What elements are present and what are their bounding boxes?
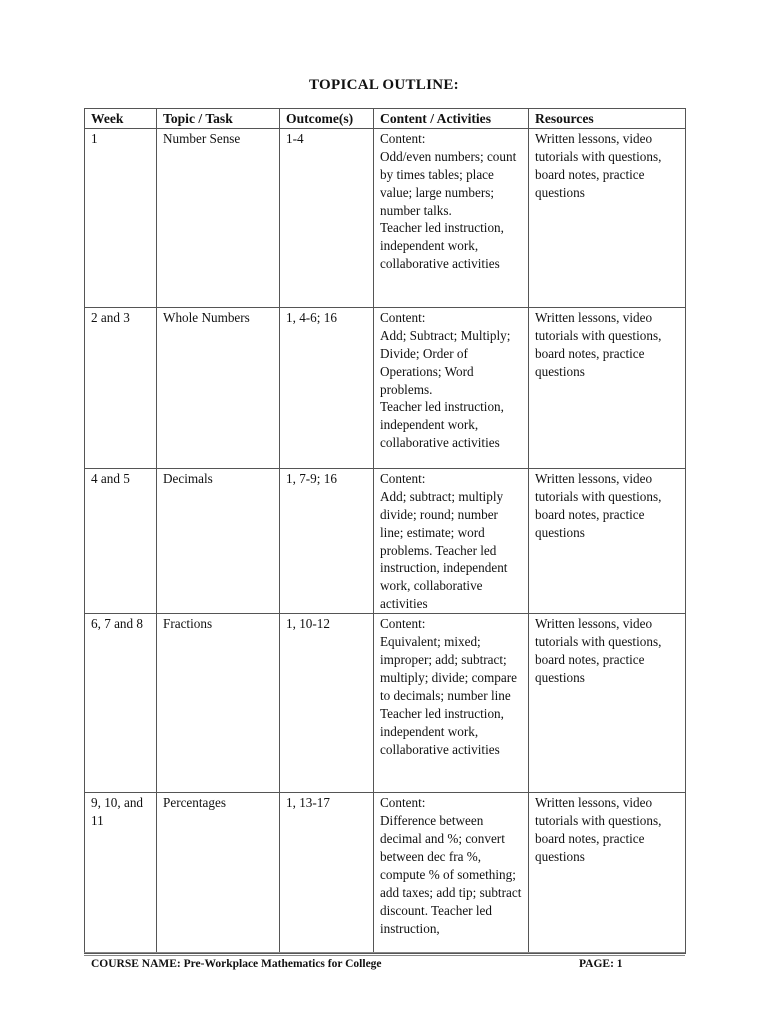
week-cell: 6, 7 and 8 (85, 614, 157, 793)
content-line: Content: (380, 795, 426, 811)
table-header-row (85, 109, 686, 129)
header-content: Content / Activities (374, 109, 529, 129)
course-name: Pre-Workplace Mathematics for College (183, 958, 382, 970)
week-cell: 4 and 5 (85, 468, 157, 613)
week-cell: 9, 10, and 11 (85, 793, 157, 954)
content-line: Odd/even numbers; count by times tables; place value; large numbers; number talks. (380, 148, 517, 218)
week-cell: 1 (85, 128, 157, 307)
table-row (85, 128, 686, 307)
content-cell (374, 307, 529, 468)
content-cell (374, 793, 529, 954)
content-line: Difference between decimal and %; convert between dec fra %, compute % of something; add taxes; add tip; subtract discount. Teacher led instruction, (380, 813, 522, 936)
outcomes-cell: 1, 4-6; 16 (280, 307, 374, 468)
page-number: 1 (616, 958, 623, 970)
content-line: Content: (380, 470, 426, 486)
content-line: Equivalent; mixed; improper; add; subtract; multiply; divide; compare to decimals; number line (380, 634, 517, 703)
outcomes-cell: 1, 10-12 (280, 614, 374, 793)
content-line: Add; Subtract; Multiply; Divide; Order of Operations; Word problems. (380, 327, 511, 397)
resources-cell: Written lessons, video tutorials with questions, board notes, practice questions (529, 468, 686, 613)
table-row (85, 614, 686, 793)
table-row (85, 793, 686, 954)
topic-cell: Whole Numbers (157, 307, 280, 468)
content-line: Teacher led instruction, independent work, collaborative activities (380, 220, 504, 272)
table-row (85, 468, 686, 613)
table-row (85, 307, 686, 468)
page-title: TOPICAL OUTLINE: (309, 77, 459, 93)
content-line: Content: (380, 130, 426, 146)
outcomes-cell: 1, 7-9; 16 (280, 468, 374, 613)
topic-cell: Decimals (157, 468, 280, 613)
topic-cell: Number Sense (157, 128, 280, 307)
topical-outline-table (84, 108, 686, 954)
content-line: Teacher led instruction, independent work, collaborative activities (380, 705, 504, 757)
outcomes-cell: 1-4 (280, 128, 374, 307)
content-cell (374, 614, 529, 793)
footer-course (91, 958, 382, 970)
content-cell (374, 128, 529, 307)
topic-cell: Percentages (157, 793, 280, 954)
resources-cell: Written lessons, video tutorials with questions, board notes, practice questions (529, 614, 686, 793)
content-line: Teacher led instruction, independent work, collaborative activities (380, 399, 504, 451)
header-week: Week (85, 109, 157, 129)
content-cell (374, 468, 529, 613)
header-outcomes: Outcome(s) (280, 109, 374, 129)
footer-page (579, 958, 623, 970)
page-label: PAGE: (579, 958, 614, 970)
content-line: Content: (380, 309, 426, 325)
outcomes-cell: 1, 13-17 (280, 793, 374, 954)
topic-cell: Fractions (157, 614, 280, 793)
footer-divider (84, 952, 685, 956)
resources-cell: Written lessons, video tutorials with questions, board notes, practice questions (529, 793, 686, 954)
header-topic: Topic / Task (157, 109, 280, 129)
content-line: Content: (380, 616, 426, 632)
content-line: Add; subtract; multiply divide; round; number line; estimate; word problems. Teacher led instruction, independent work, collaborative activities (380, 488, 508, 612)
course-label: COURSE NAME: (91, 958, 181, 970)
resources-cell: Written lessons, video tutorials with questions, board notes, practice questions (529, 307, 686, 468)
header-resources: Resources (529, 109, 686, 129)
week-cell: 2 and 3 (85, 307, 157, 468)
resources-cell: Written lessons, video tutorials with questions, board notes, practice questions (529, 128, 686, 307)
